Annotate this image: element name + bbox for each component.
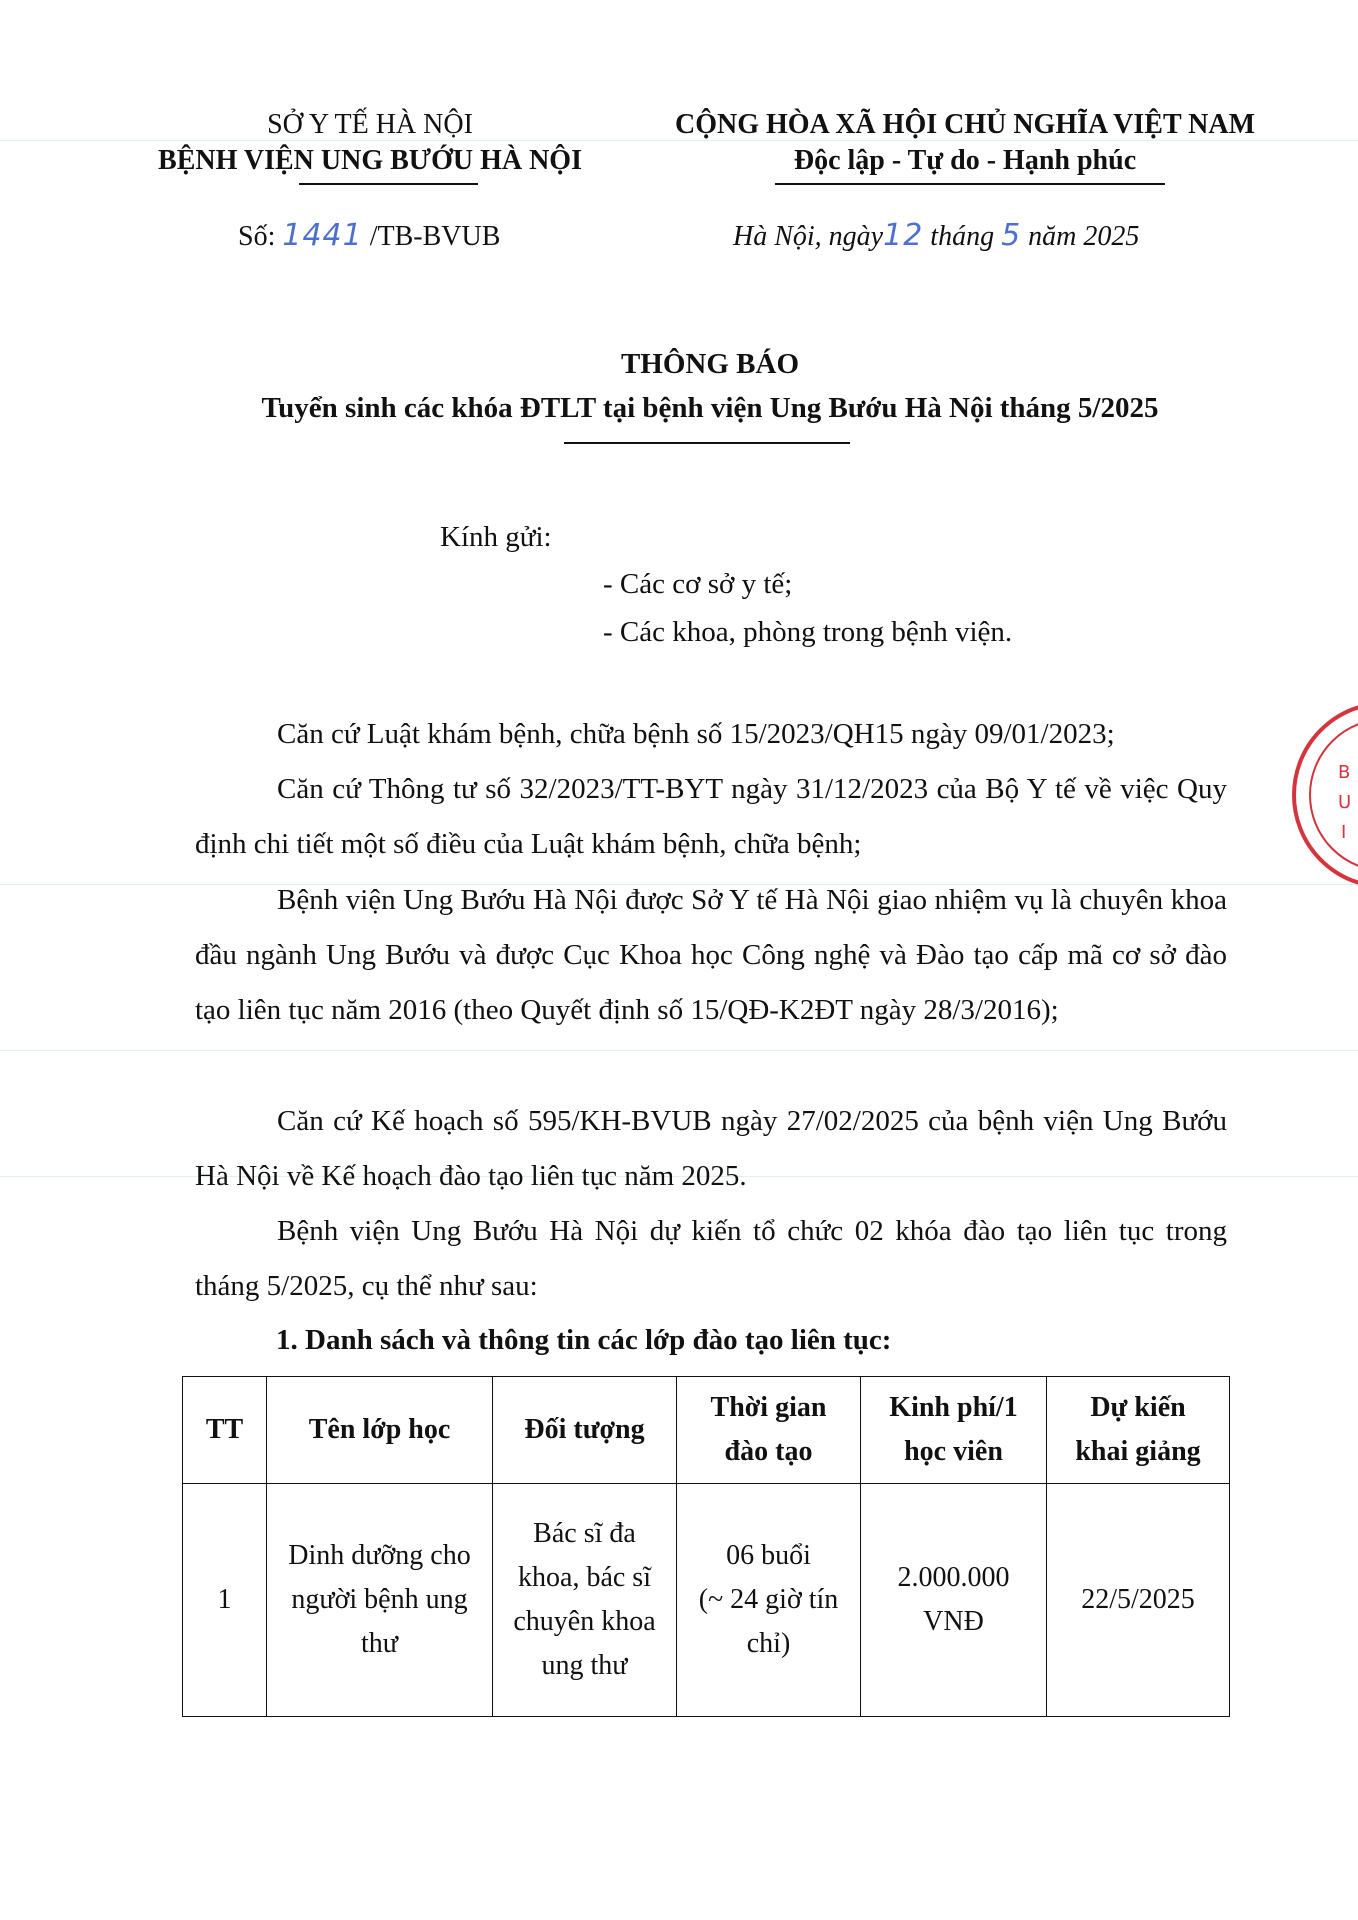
doc-title: THÔNG BÁO (620, 348, 800, 380)
org-name: BỆNH VIỆN UNG BƯỚU HÀ NỘI (158, 145, 582, 176)
header-start-line1: Dự kiến (1090, 1392, 1186, 1423)
nation-motto: Độc lập - Tự do - Hạnh phúc (793, 145, 1137, 176)
header-start (1047, 1377, 1230, 1484)
date-month-handwritten: 5 (1001, 218, 1022, 253)
cell-fee (861, 1484, 1047, 1717)
table-header-row (183, 1377, 1230, 1484)
plan-paragraph: Căn cứ Kế hoạch số 595/KH-BVUB ngày 27/02/2025 của bệnh viện Ung Bướu Hà Nội về Kế hoạch đào tạo liên tục năm 2025. (195, 1105, 1227, 1192)
cell-duration-line1: 06 buổi (726, 1540, 811, 1571)
doc-number (238, 218, 500, 253)
recipient-item: - Các cơ sở y tế; (603, 568, 793, 600)
header-duration (677, 1377, 861, 1484)
header-name: Tên lớp học (267, 1377, 493, 1484)
cell-course-name: Dinh dưỡng cho người bệnh ung thư (267, 1484, 493, 1717)
motto-underline (775, 183, 1165, 185)
scan-line (0, 1050, 1358, 1051)
header-duration-line2: đào tạo (724, 1436, 813, 1467)
intro-paragraph: Bệnh viện Ung Bướu Hà Nội dự kiến tổ chức 02 khóa đào tạo liên tục trong tháng 5/2025, cụ thể như sau: (195, 1215, 1227, 1302)
table-row (183, 1484, 1230, 1717)
course-table (182, 1376, 1230, 1717)
cell-fee-line1: 2.000.000 (897, 1562, 1010, 1593)
header-tt: TT (183, 1377, 267, 1484)
org-parent: SỞ Y TẾ HÀ NỘI (267, 109, 473, 140)
nation-title: CỘNG HÒA XÃ HỘI CHỦ NGHĨA VIỆT NAM (674, 109, 1256, 140)
stamp-letter: B (1338, 762, 1351, 783)
header-duration-line1: Thời gian (710, 1392, 827, 1423)
doc-date (733, 218, 1139, 253)
header-fee (861, 1377, 1047, 1484)
stamp-letter: U (1338, 792, 1352, 813)
date-month-label: tháng (930, 221, 995, 252)
doc-number-handwritten: 1441 (282, 218, 363, 253)
recipients-label: Kính gửi: (440, 521, 552, 553)
legal-basis-paragraph: Căn cứ Luật khám bệnh, chữa bệnh số 15/2023/QH15 ngày 09/01/2023; (277, 718, 1115, 750)
hospital-mandate-paragraph: Bệnh viện Ung Bướu Hà Nội được Sở Y tế Hà Nội giao nhiệm vụ là chuyên khoa đầu ngành Ung Bướu và được Cục Khoa học Công nghệ và Đào tạo cấp mã cơ sở đào tạo liên tục năm 2016 (theo Quyết định số 15/QĐ-K2ĐT ngày 28/3/2016); (195, 884, 1227, 1026)
cell-tt: 1 (183, 1484, 267, 1717)
cell-duration (677, 1484, 861, 1717)
cell-duration-line2: (~ 24 giờ tín chỉ) (698, 1584, 839, 1659)
date-day-handwritten: 12 (883, 218, 924, 253)
recipient-item: - Các khoa, phòng trong bệnh viện. (603, 616, 1013, 648)
stamp-letter: I (1341, 822, 1347, 843)
doc-number-suffix: /TB-BVUB (369, 221, 501, 252)
official-stamp (1286, 690, 1358, 900)
doc-subtitle: Tuyển sinh các khóa ĐTLT tại bệnh viện Ung Bướu Hà Nội tháng 5/2025 (261, 392, 1159, 424)
cell-fee-line2: VNĐ (923, 1606, 984, 1637)
header-start-line2: khai giảng (1075, 1436, 1201, 1467)
date-prefix: Hà Nội, ngày (733, 221, 884, 252)
title-underline (564, 442, 850, 444)
section-heading: 1. Danh sách và thông tin các lớp đào tạo liên tục: (276, 1324, 892, 1356)
cell-target: Bác sĩ đa khoa, bác sĩ chuyên khoa ung thư (493, 1484, 677, 1717)
org-underline (299, 183, 478, 185)
cell-start-date: 22/5/2025 (1047, 1484, 1230, 1717)
date-year: năm 2025 (1028, 221, 1140, 252)
doc-number-prefix: Số: (238, 221, 276, 252)
legal-basis-paragraph: Căn cứ Thông tư số 32/2023/TT-BYT ngày 31/12/2023 của Bộ Y tế về việc Quy định chi tiết một số điều của Luật khám bệnh, chữa bệnh; (195, 773, 1227, 860)
header-fee-line2: học viên (904, 1436, 1003, 1467)
header-fee-line1: Kinh phí/1 (889, 1392, 1018, 1423)
header-target: Đối tượng (493, 1377, 677, 1484)
